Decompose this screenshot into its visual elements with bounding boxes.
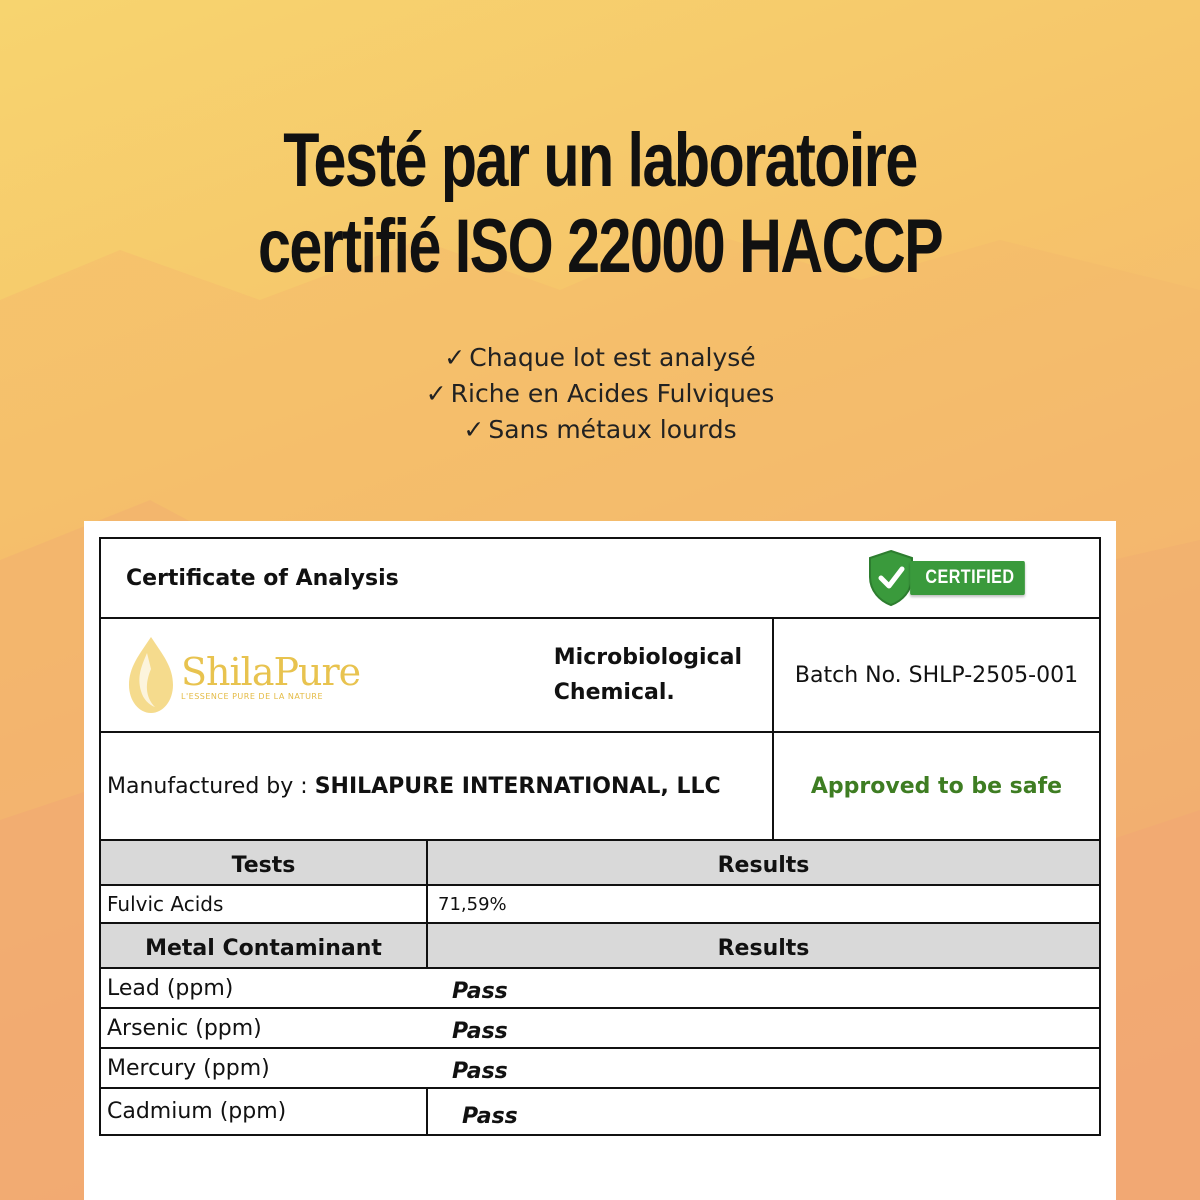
checkmark-icon: ✓ — [425, 379, 447, 408]
certificate-title: Certificate of Analysis — [126, 565, 399, 591]
manufacturer-name: SHILAPURE INTERNATIONAL, LLC — [314, 773, 721, 799]
headline-line-2: certifié ISO 22000 HACCP — [257, 204, 943, 289]
analysis-type-line-2: Chemical. — [553, 680, 675, 705]
table-row — [101, 1009, 1099, 1049]
checklist-item-text: Sans métaux lourds — [488, 415, 737, 444]
analysis-type — [554, 640, 742, 710]
table-row — [101, 886, 1099, 924]
metal-name: Lead (ppm) — [107, 975, 234, 1001]
manufacturer-cell — [101, 733, 774, 839]
brand-cell — [101, 619, 774, 731]
certificate-table — [99, 537, 1101, 1136]
headline-line-1: Testé par un laboratoire — [283, 118, 917, 203]
table-row — [101, 969, 1099, 1009]
metal-result: Pass — [462, 1104, 518, 1129]
logo-tagline: L'ESSENCE PURE DE LA NATURE — [181, 691, 324, 701]
metal-column-header: Metal Contaminant — [101, 924, 428, 967]
flame-drop-icon — [121, 633, 181, 717]
certificate-title-row — [101, 539, 1099, 619]
checkmark-icon: ✓ — [444, 343, 466, 372]
tests-header-row — [101, 841, 1099, 886]
metal-result: Pass — [452, 1058, 508, 1084]
checklist-item — [0, 412, 1200, 448]
page-headline — [132, 118, 1068, 290]
shilapure-logo — [121, 633, 360, 717]
checklist-item-text: Chaque lot est analysé — [469, 343, 756, 372]
shield-check-icon — [868, 549, 914, 607]
certified-label: CERTIFIED — [910, 561, 1025, 595]
approval-status: Approved to be safe — [810, 773, 1063, 799]
metal-name: Arsenic (ppm) — [107, 1015, 262, 1041]
certificate-card — [84, 521, 1116, 1200]
metal-result: Pass — [452, 978, 508, 1004]
metal-header-row — [101, 924, 1099, 969]
checklist-item — [0, 340, 1200, 376]
manufacturer-label: Manufactured by : — [107, 773, 315, 799]
analysis-type-line-1: Microbiological — [553, 645, 742, 670]
logo-name: ShilaPure — [181, 649, 361, 694]
results-column-header: Results — [717, 853, 810, 878]
metal-name: Mercury (ppm) — [107, 1055, 270, 1081]
checklist-item — [0, 376, 1200, 412]
metal-name: Cadmium (ppm) — [101, 1089, 428, 1134]
certified-badge — [868, 549, 1035, 607]
certificate-info-row — [101, 619, 1099, 733]
metal-result: Pass — [452, 1018, 508, 1044]
table-row — [101, 1089, 1099, 1134]
checkmark-icon: ✓ — [463, 415, 485, 444]
test-name: Fulvic Acids — [101, 886, 428, 922]
test-result: 71,59% — [438, 893, 507, 915]
batch-number: Batch No. SHLP-2505-001 — [794, 662, 1079, 688]
table-row — [101, 1049, 1099, 1089]
feature-checklist — [0, 340, 1200, 448]
metal-results-column-header: Results — [717, 936, 810, 961]
tests-column-header: Tests — [101, 841, 428, 884]
manufacturer-row — [101, 733, 1099, 841]
checklist-item-text: Riche en Acides Fulviques — [450, 379, 775, 408]
